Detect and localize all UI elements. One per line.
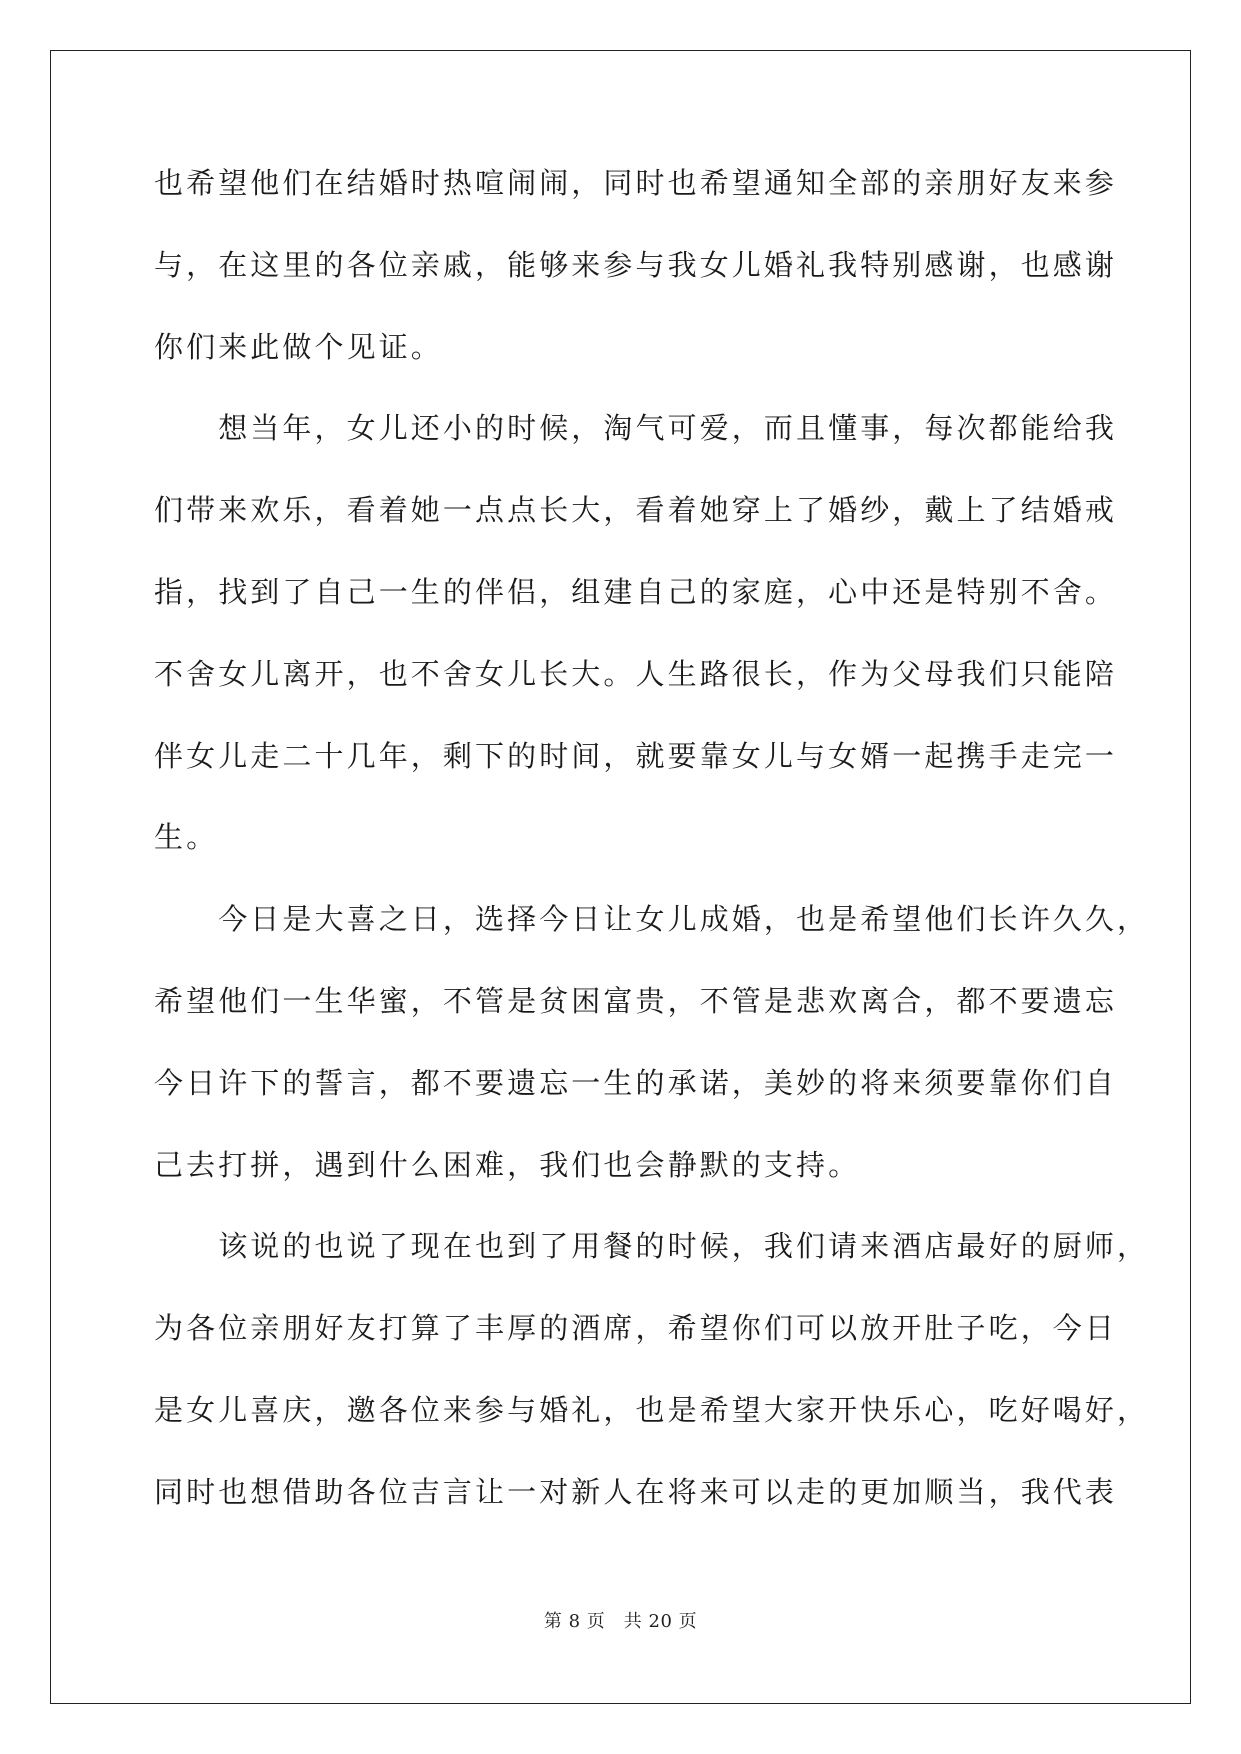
text-line: 也希望他们在结婚时热喧闹闹，同时也希望通知全部的亲朋好友来参 bbox=[154, 166, 1118, 200]
text-line: 与，在这里的各位亲戚，能够来参与我女儿婚礼我特别感谢，也感谢 bbox=[154, 247, 1118, 282]
text-line: 该说的也说了现在也到了用餐的时候，我们请来酒店最好的厨师， bbox=[154, 1229, 1150, 1264]
text-line: 为各位亲朋好友打算了丰厚的酒席，希望你们可以放开肚子吃，今日 bbox=[154, 1311, 1118, 1346]
text-line: 今日许下的誓言，都不要遗忘一生的承诺，美妙的将来须要靠你们自 bbox=[154, 1065, 1118, 1100]
text-line: 指，找到了自己一生的伴侣，组建自己的家庭，心中还是特别不舍。 bbox=[154, 574, 1118, 609]
page-number-footer: 第 8 页 共 20 页 bbox=[543, 1611, 698, 1632]
text-line: 己去打拼，遇到什么困难，我们也会静默的支持。 bbox=[154, 1147, 861, 1182]
text-line: 不舍女儿离开，也不舍女儿长大。人生路很长，作为父母我们只能陪 bbox=[154, 656, 1118, 691]
text-line: 生。 bbox=[154, 820, 219, 855]
text-line: 希望他们一生华蜜，不管是贫困富贵，不管是悲欢离合，都不要遗忘 bbox=[154, 983, 1118, 1018]
text-line: 同时也想借助各位吉言让一对新人在将来可以走的更加顺当，我代表 bbox=[154, 1474, 1118, 1509]
text-line: 今日是大喜之日，选择今日让女儿成婚，也是希望他们长许久久， bbox=[154, 902, 1150, 937]
text-line: 们带来欢乐，看着她一点点长大，看着她穿上了婚纱，戴上了结婚戒 bbox=[154, 493, 1118, 528]
text-line: 想当年，女儿还小的时候，淘气可爱，而且懂事，每次都能给我 bbox=[154, 411, 1118, 446]
text-line: 是女儿喜庆，邀各位来参与婚礼，也是希望大家开快乐心，吃好喝好， bbox=[154, 1392, 1150, 1427]
text-line: 你们来此做个见证。 bbox=[154, 329, 443, 364]
text-line: 伴女儿走二十几年，剩下的时间，就要靠女儿与女婿一起携手走完一 bbox=[154, 738, 1118, 773]
document-body bbox=[154, 158, 1150, 1549]
